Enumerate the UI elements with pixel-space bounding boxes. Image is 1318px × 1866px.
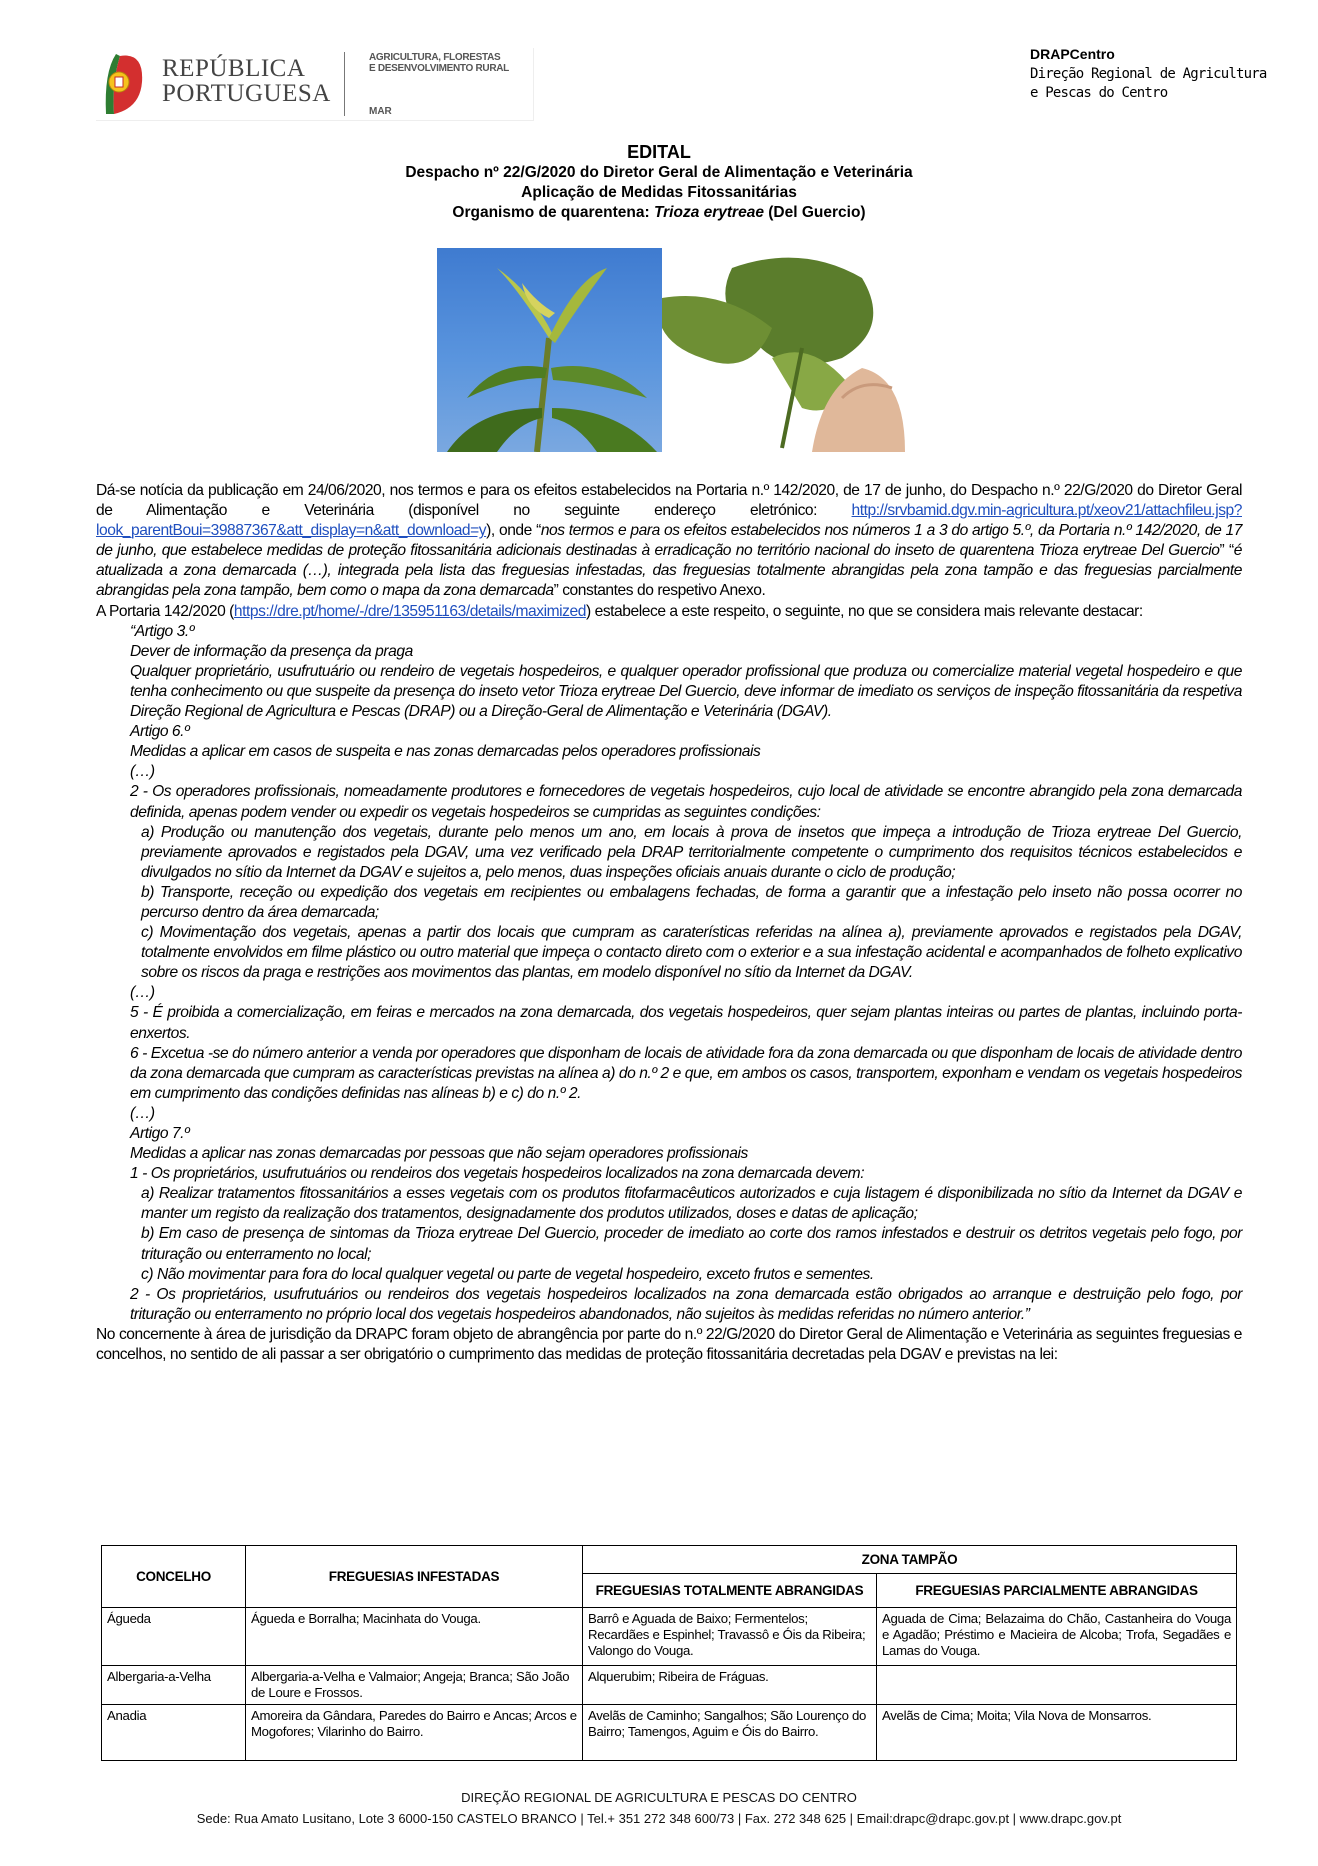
logo-text: REPÚBLICA PORTUGUESA <box>162 55 331 107</box>
quote-line: a) Realizar tratamentos fitossanitários a esses vegetais com os produtos fitofarmacêuticos autorizados e cuja listagem é disponibilizada no sítio da Internet da DGAV e manter um registo da realização dos tratamentos, designadamente dos produtos utilizados, doses e datas de aplicação; <box>141 1185 1242 1223</box>
cell-totalmente: Avelãs de Caminho; Sangalhos; São Lourenço do Bairro; Tamengos, Aguim e Óis do Bairro. <box>583 1705 877 1761</box>
header-infestadas: FREGUESIAS INFESTADAS <box>246 1546 583 1608</box>
cell-infestadas: Águeda e Borralha; Macinhata do Vouga. <box>246 1608 583 1666</box>
organization-block <box>1030 45 1267 103</box>
quote-line: 2 - Os proprietários, usufrutuários ou rendeiros dos vegetais hospedeiros localizados na zona demarcada estão obrigados ao arranque e destruição pelo fogo, por trituração ou enterramento no próprio local dos vegetais hospedeiros abandonados, não sujeitos às medidas referidas no número anterior.” <box>130 1285 1242 1323</box>
quote-line: Dever de informação da presença da praga <box>130 642 413 660</box>
quote-line: Artigo 7.º <box>130 1125 190 1142</box>
cell-concelho: Anadia <box>102 1705 246 1761</box>
infested-plant-photo <box>437 248 662 452</box>
portaria-quote <box>96 622 1242 1325</box>
quote-line: Medidas a aplicar nas zonas demarcadas por pessoas que não sejam operadores profissionais <box>130 1145 748 1163</box>
cell-infestadas: Albergaria-a-Velha e Valmaior; Angeja; Branca; São João de Loure e Frossos. <box>246 1666 583 1705</box>
org-name-2: e Pescas do Centro <box>1030 85 1168 101</box>
portaria-paragraph: A Portaria 142/2020 (https://dre.pt/home/-/dre/135951163/details/maximized) estabelece a este respeito, o seguinte, no que se considera mais relevante destacar: <box>96 602 1143 620</box>
quote-line: b) Em caso de presença de sintomas da Trioza erytreae Del Guercio, proceder de imediato ao corte dos ramos infestados e destruir os detritos vegetais pelo fogo, por trituração ou enterramento no local; <box>141 1225 1242 1263</box>
quote-line: b) Transporte, receção ou expedição dos vegetais em recipientes ou embalagens fechadas, de forma a garantir que a infestação pelo inseto não possa ocorrer no percurso dentro da área demarcada; <box>141 883 1242 921</box>
cell-infestadas: Amoreira da Gândara, Paredes do Bairro e Ancas; Arcos e Mogofores; Vilarinho do Bairro. <box>246 1705 583 1761</box>
cell-parcialmente: Aguada de Cima; Belazaima do Chão, Castanheira do Vouga e Agadão; Préstimo e Macieira de Alcoba; Trofa, Segadães e Lamas do Vouga. <box>877 1608 1237 1666</box>
quote-line: c) Movimentação dos vegetais, apenas a partir dos locais que cumpram as caraterísticas referidas na alínea a), previamente aprovados e registados pela DGAV, totalmente envolvidos em filme plástico ou outro material que impeça o contacto direto com o exterior e a sua infestação acidental e acompanhados de folheto explicativo sobre os riscos da praga e restrições aos movimentos das plantas, em modelo disponível no sítio da Internet da DGAV. <box>141 924 1242 982</box>
portaria-link[interactable]: https://dre.pt/home/-/dre/135951163/details/maximized <box>233 602 586 620</box>
org-short: DRAPCentro <box>1030 46 1115 62</box>
quote-line: (…) <box>130 984 155 1002</box>
header-parcialmente: FREGUESIAS PARCIALMENTE ABRANGIDAS <box>877 1574 1237 1608</box>
quote-line: Artigo 6.º <box>130 723 190 741</box>
quote-line: 1 - Os proprietários, usufrutuários ou rendeiros dos vegetais hospedeiros localizados na zona demarcada devem: <box>130 1165 865 1183</box>
quote-line: 5 - É proibida a comercialização, em feiras e mercados na zona demarcada, dos vegetais hospedeiros, quer sejam plantas inteiras ou partes de plantas, incluindo porta-enxertos. <box>130 1004 1242 1042</box>
page-title: EDITAL <box>627 142 691 162</box>
table-row <box>102 1705 1237 1761</box>
quote-line: “Artigo 3.º <box>130 622 195 640</box>
header-concelho: CONCELHO <box>102 1546 246 1608</box>
quote-line: 2 - Os operadores profissionais, nomeadamente produtores e fornecedores de vegetais hospedeiros, cujo local de atividade se encontre abrangido pela zona demarcada definida, apenas podem vender ou expedir os vegetais hospedeiros se cumpridas as seguintes condições: <box>130 783 1242 821</box>
cell-totalmente: Alquerubim; Ribeira de Fráguas. <box>583 1666 877 1705</box>
quote-line: (…) <box>130 763 155 781</box>
intro-paragraph: Dá-se notícia da publicação em 24/06/2020, nos termos e para os efeitos estabelecidos na Portaria n.º 142/2020, de 17 de junho, do Despacho n.º 22/G/2020 do Diretor Geral de Alimentação e Veterinária (disponível no seguinte endereço eletrónico: http://srvbamid.dgv.min-agricultura.pt/xeov21/attachfileu.jsp?look_parentBoui=39887367&att_display=n&att_download=y), onde “nos termos e para os efeitos estabelecidos nos números 1 a 3 do artigo 5.º, da Portaria n.º 142/2020, de 17 de junho, que estabelece medidas de proteção fitossanitária adicionais destinadas à erradicação no território nacional do inseto de quarentena Trioza erytreae Del Guercio” “é atualizada a zona demarcada (…), integrada pela lista das freguesias infestadas, das freguesias totalmente abrangidas pela zona tampão e das freguesias parcialmente abrangidas pela zona tampão, bem como o mapa da zona demarcada” constantes do respetivo Anexo. <box>96 482 1242 600</box>
portugal-emblem-icon <box>100 52 144 116</box>
footer-org: DIREÇÃO REGIONAL DE AGRICULTURA E PESCAS DO CENTRO <box>461 1790 857 1805</box>
cell-totalmente: Barrô e Aguada de Baixo; Fermentelos; Recardães e Espinhel; Travassô e Óis da Ribeira; Valongo do Vouga. <box>583 1608 877 1666</box>
ministry-name: AGRICULTURA, FLORESTAS E DESENVOLVIMENTO RURAL <box>369 52 509 74</box>
republica-portuguesa-logo <box>96 48 534 121</box>
table-row <box>102 1666 1237 1705</box>
quote-line: (…) <box>130 1104 155 1122</box>
infested-leaf-photo <box>662 248 905 452</box>
title-block <box>0 141 1318 223</box>
cell-parcialmente: Avelãs de Cima; Moita; Vila Nova de Monsarros. <box>877 1705 1237 1761</box>
footer-contacts: Sede: Rua Amato Lusitano, Lote 3 6000-150 CASTELO BRANCO | Tel.+ 351 272 348 600/73 | Fax. 272 348 625 | Email:drapc@drapc.gov.pt | www.drapc.gov.pt <box>196 1811 1122 1826</box>
freguesias-table <box>101 1545 1237 1761</box>
ministry-mar: MAR <box>369 106 392 117</box>
quote-line: Qualquer proprietário, usufrutuário ou rendeiro de vegetais hospedeiros, e qualquer operador profissional que produza ou comercialize material vegetal hospedeiro e que tenha conhecimento ou que suspeite da presença do inseto vetor Trioza erytreae Del Guercio, deve informar de imediato os serviços de inspeção fitossanitária da respetiva Direção Regional de Agricultura e Pescas (DRAP) ou a Direção-Geral de Alimentação e Veterinária (DGAV). <box>130 662 1242 721</box>
logo-divider <box>344 52 345 116</box>
quote-line: a) Produção ou manutenção dos vegetais, durante pelo menos um ano, em locais à prova de insetos que impeça a introdução de Trioza erytreae Del Guercio, previamente aprovados e registados pela DGAV, uma vez verificado pela DRAP territorialmente competente o cumprimento dos requisitos técnicos estabelecidos e divulgados no sítio da Internet da DGAV e sujeitos a, pelo menos, duas inspeções oficiais anuais durante o ciclo de produção; <box>141 823 1242 881</box>
despacho-link[interactable]: http://srvbamid.dgv.min-agricultura.pt/xeov21/attachfileu.jsp?look_parentBoui=39887367&att_display=n&att_download=y <box>96 502 1242 540</box>
organismo-title: Organismo de quarentena: Trioza erytreae (Del Guercio) <box>452 204 866 221</box>
org-name-1: Direção Regional de Agricultura <box>1030 66 1267 82</box>
quote-line: 6 - Excetua -se do número anterior a venda por operadores que disponham de locais de atividade fora da zona demarcada ou que disponham de locais de atividade dentro da zona demarcada que cumpram as características previstas na alínea a) do n.º 2 e que, em ambos os casos, transportem, exponham e vendam os vegetais hospedeiros em cumprimento das condições definidas nas alíneas b) e c) do n.º 2. <box>130 1044 1242 1102</box>
aplicacao-title: Aplicação de Medidas Fitossanitárias <box>521 184 797 201</box>
cell-parcialmente <box>877 1666 1237 1705</box>
header-totalmente: FREGUESIAS TOTALMENTE ABRANGIDAS <box>583 1574 877 1608</box>
cell-concelho: Águeda <box>102 1608 246 1666</box>
table-row <box>102 1608 1237 1666</box>
despacho-title: Despacho nº 22/G/2020 do Diretor Geral de Alimentação e Veterinária <box>405 164 913 181</box>
closing-paragraph: No concernente à área de jurisdição da DRAPC foram objeto de abrangência por parte do n.º 22/G/2020 do Diretor Geral de Alimentação e Veterinária as seguintes freguesias e concelhos, no sentido de ali passar a ser obrigatório o cumprimento das medidas de proteção fitossanitária decretadas pela DGAV e previstas na lei: <box>96 1325 1242 1364</box>
quote-line: c) Não movimentar para fora do local qualquer vegetal ou parte de vegetal hospedeiro, exceto frutos e sementes. <box>141 1265 874 1283</box>
document-body <box>96 481 1242 1365</box>
header-zona-tampao: ZONA TAMPÃO <box>583 1546 1237 1574</box>
cell-concelho: Albergaria-a-Velha <box>102 1666 246 1705</box>
quote-line: Medidas a aplicar em casos de suspeita e nas zonas demarcadas pelos operadores profissionais <box>130 743 761 761</box>
